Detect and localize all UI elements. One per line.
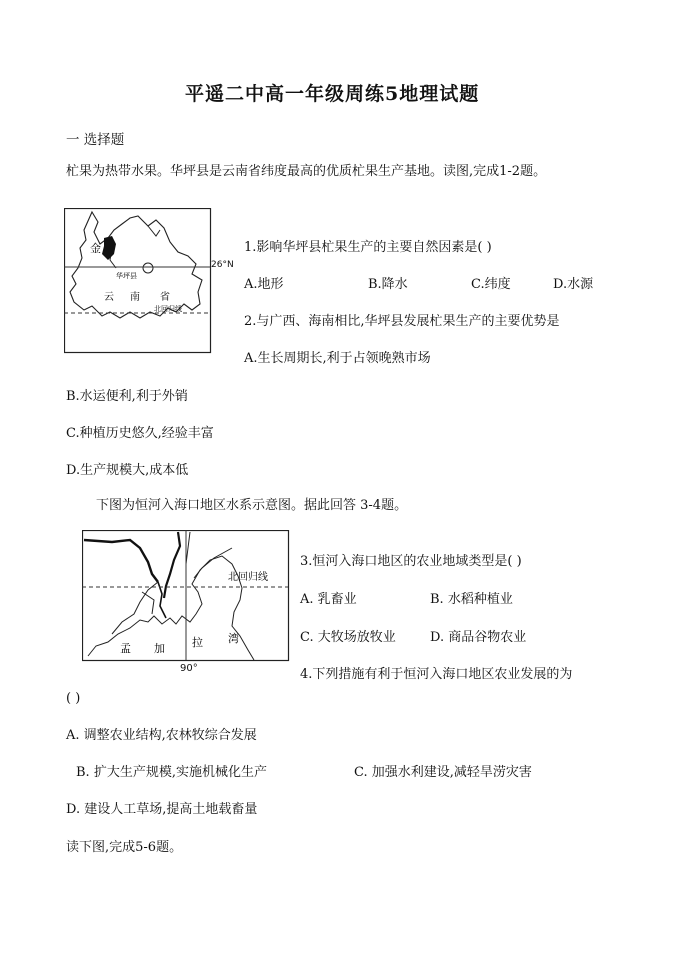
label-lat-26: 26°N [211,260,234,270]
q4-option-c: C. 加强水利建设,减轻旱涝灾害 [354,765,532,780]
q3-option-d: D. 商品谷物农业 [430,630,527,645]
q3-option-a: A. 乳畜业 [300,592,357,607]
q1-option-b: B.降水 [368,277,408,292]
label-meng: 孟 [120,642,131,655]
label-tropic-2: 北回归线 [228,572,268,583]
label-jia: 加 [154,642,165,655]
q2-stem: 2.与广西、海南相比,华坪县发展杧果生产的主要优势是 [244,314,560,329]
label-nan: 南 [130,292,140,303]
label-yun: 云 [104,292,114,303]
q2-option-d: D.生产规模大,成本低 [66,463,189,478]
q4-option-b: B. 扩大生产规模,实施机械化生产 [76,765,267,780]
q1-stem: 1.影响华坪县杧果生产的主要自然因素是( ) [244,240,492,255]
label-jin: 金 [90,242,101,255]
label-sheng: 省 [160,292,170,303]
q4-option-a: A. 调整农业结构,农林牧综合发展 [66,728,257,743]
q4-paren: ( ) [66,691,81,706]
q2-option-b: B.水运便利,利于外销 [66,389,188,404]
q4-stem: 4.下列措施有利于恒河入海口地区农业发展的为 [300,667,573,682]
label-la: 拉 [192,636,203,649]
q3-option-c: C. 大牧场放牧业 [300,630,396,645]
section-heading: 一 选择题 [66,132,125,148]
q1-option-a: A.地形 [244,277,284,292]
intro-q5-6: 读下图,完成5-6题。 [66,840,183,855]
label-tropic-1: 北回归线 [154,305,182,313]
label-wan: 湾 [228,632,239,645]
label-huaping: 华坪县 [116,272,137,280]
q4-option-d: D. 建设人工草场,提高土地载畜量 [66,802,258,817]
ganges-map [82,530,290,662]
q1-option-c: C.纬度 [471,277,511,292]
intro-q3-4: 下图为恒河入海口地区水系示意图。据此回答 3-4题。 [96,498,408,513]
page-title: 平遥二中高一年级周练5地理试题 [185,83,480,105]
q1-option-d: D.水源 [553,277,594,292]
q2-option-c: C.种植历史悠久,经验丰富 [66,426,214,441]
yunnan-map [64,208,212,354]
label-lon-90: 90° [180,663,198,674]
intro-q1-2: 杧果为热带水果。华坪县是云南省纬度最高的优质杧果生产基地。读图,完成1-2题。 [66,164,547,179]
q3-stem: 3.恒河入海口地区的农业地域类型是( ) [300,554,522,569]
q2-option-a: A.生长周期长,利于占领晚熟市场 [244,351,431,366]
q3-option-b: B. 水稻种植业 [430,592,513,607]
